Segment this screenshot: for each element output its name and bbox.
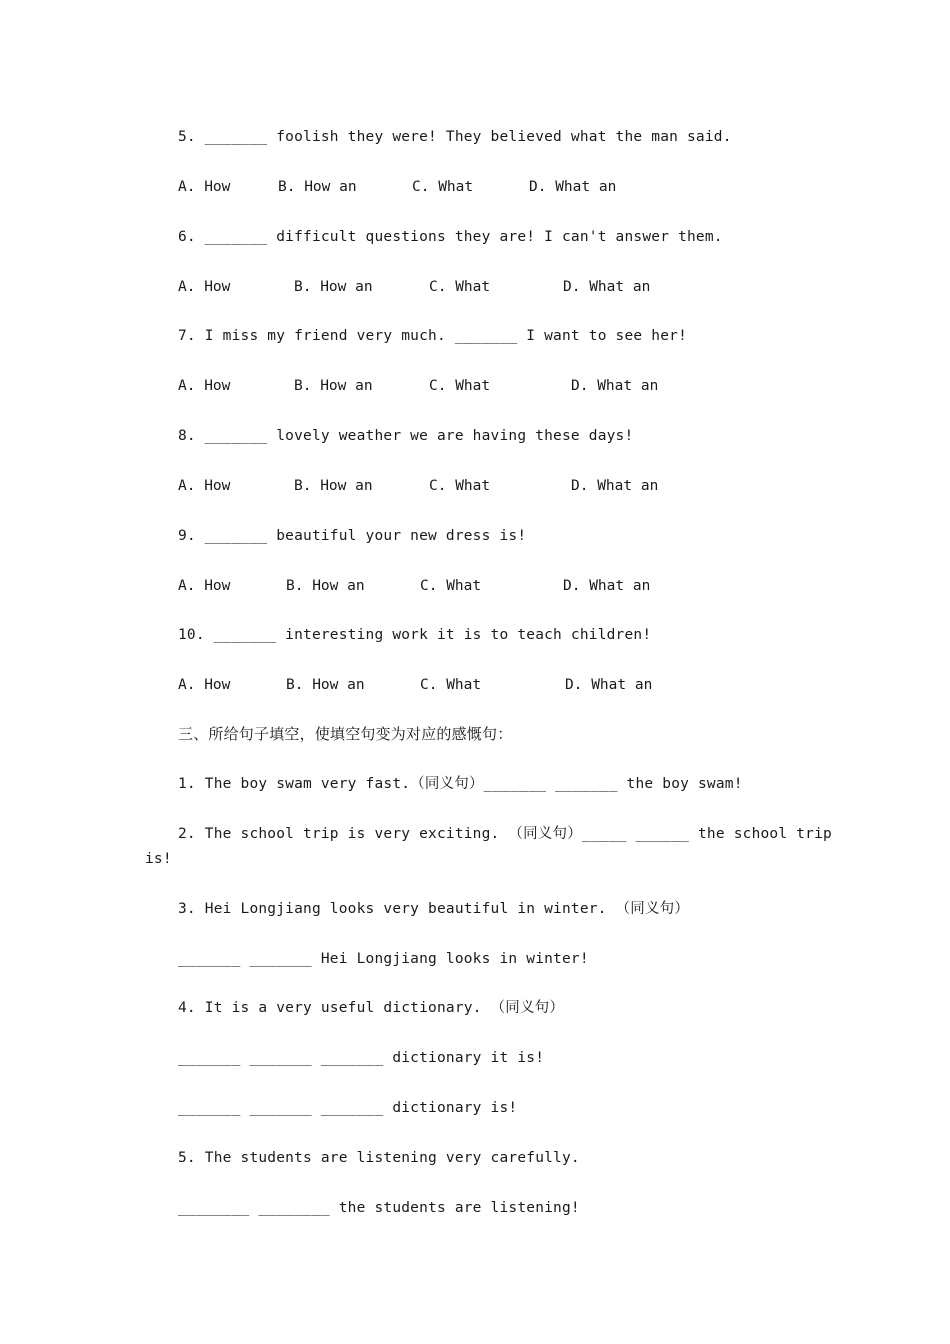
option-a: A. How	[178, 378, 231, 394]
exercise-answer-line: _______ _______ _______ dictionary it is!	[178, 1050, 545, 1066]
option-a: A. How	[178, 677, 231, 693]
option-b: B. How an	[286, 578, 365, 594]
exercise-line: 2. The school trip is very exciting. （同义句）_____ ______ the school trip	[178, 826, 832, 842]
exercise-line: 3. Hei Longjiang looks very beautiful in winter. （同义句）	[178, 901, 690, 917]
option-a: A. How	[178, 578, 231, 594]
option-c: C. What	[429, 279, 491, 295]
exercise-answer-line: _______ _______ Hei Longjiang looks in winter!	[178, 951, 589, 967]
option-b: B. How an	[294, 478, 373, 494]
section-heading: 三、所给句子填空，使填空句变为对应的感慨句：	[178, 725, 513, 743]
question-stem: 8. _______ lovely weather we are having these days!	[178, 428, 634, 444]
option-c: C. What	[420, 578, 482, 594]
option-c: C. What	[429, 478, 491, 494]
option-b: B. How an	[286, 677, 365, 693]
exercise-line: 5. The students are listening very carefully.	[178, 1150, 580, 1166]
question-stem: 7. I miss my friend very much. _______ I want to see her!	[178, 328, 687, 344]
option-d: D. What an	[563, 578, 651, 594]
question-stem: 10. _______ interesting work it is to teach children!	[178, 627, 652, 643]
option-d: D. What an	[571, 378, 659, 394]
option-b: B. How an	[294, 279, 373, 295]
exercise-line-wrap: is!	[145, 851, 172, 867]
option-d: D. What an	[529, 179, 617, 195]
option-d: D. What an	[565, 677, 653, 693]
option-a: A. How	[178, 179, 231, 195]
option-d: D. What an	[571, 478, 659, 494]
option-a: A. How	[178, 279, 231, 295]
option-c: C. What	[412, 179, 474, 195]
option-c: C. What	[429, 378, 491, 394]
exercise-line: 4. It is a very useful dictionary. （同义句）	[178, 1000, 565, 1016]
option-b: B. How an	[278, 179, 357, 195]
option-a: A. How	[178, 478, 231, 494]
question-stem: 5. _______ foolish they were! They believed what the man said.	[178, 129, 732, 145]
exercise-answer-line: _______ _______ _______ dictionary is!	[178, 1100, 518, 1116]
option-b: B. How an	[294, 378, 373, 394]
option-d: D. What an	[563, 279, 651, 295]
exercise-line: 1. The boy swam very fast.（同义句）_______ _______ the boy swam!	[178, 776, 743, 792]
question-stem: 9. _______ beautiful your new dress is!	[178, 528, 527, 544]
question-stem: 6. _______ difficult questions they are! I can't answer them.	[178, 229, 723, 245]
option-c: C. What	[420, 677, 482, 693]
exercise-answer-line: ________ ________ the students are listening!	[178, 1200, 580, 1216]
